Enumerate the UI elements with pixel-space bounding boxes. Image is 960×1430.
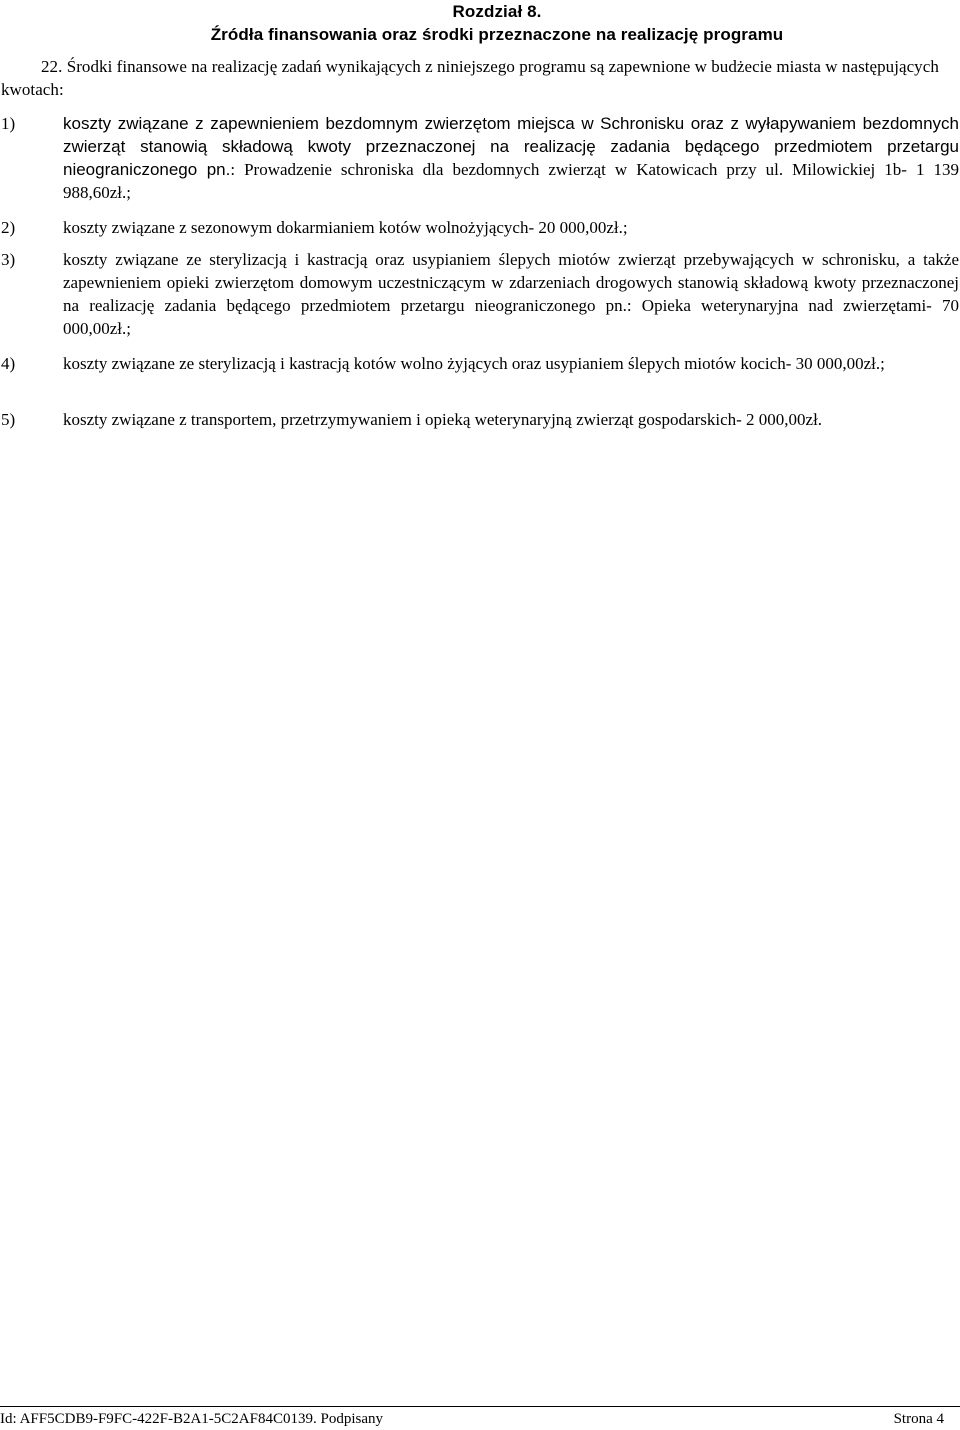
list-item-number: 3) — [1, 250, 16, 269]
chapter-heading — [0, 0, 960, 46]
paragraph-22-text: 22. Środki finansowe na realizację zadań wynikających z niniejszego programu są zapewnione w budżecie miasta w następujących kwotach: — [1, 57, 939, 99]
page-number: Strona 4 — [893, 1411, 944, 1427]
paragraph-22 — [1, 55, 959, 101]
page-footer — [0, 1406, 960, 1429]
list-item-number: 1) — [1, 114, 16, 133]
list-item-number: 5) — [1, 410, 16, 429]
list-item-text: koszty związane z transportem, przetrzymywaniem i opieką weterynaryjną zwierząt gospodarskich- 2 000,00zł. — [63, 410, 823, 429]
document-id: Id: AFF5CDB9-F9FC-422F-B2A1-5C2AF84C0139. Podpisany — [0, 1411, 383, 1427]
list-item — [1, 216, 959, 239]
list-item — [1, 112, 959, 204]
list-item-text — [63, 112, 959, 204]
list-item — [1, 352, 959, 375]
list-item-number: 4) — [1, 354, 16, 373]
list-item — [1, 408, 959, 431]
list-item-text-main: koszty związane z zapewnieniem bezdomnym zwierzętom miejsca w Schronisku oraz z wyłapywaniem bezdomnych zwierząt stanowią składową kwoty przeznaczonej na realizację zadania będącego przedmiotem przetargu nieograniczonego pn. — [63, 114, 959, 179]
list-item-text: koszty związane z sezonowym dokarmianiem kotów wolnożyjących- 20 000,00zł.; — [63, 218, 628, 237]
list-item — [1, 248, 959, 340]
list-item-number: 2) — [1, 218, 16, 237]
list-item-text-tail: : Prowadzenie schroniska dla bezdomnych zwierząt w Katowicach przy ul. Milowickiej 1b- 1 139 988,60zł.; — [63, 160, 959, 202]
list-item-text: koszty związane ze sterylizacją i kastracją kotów wolno żyjących oraz usypianiem ślepych miotów kocich- 30 000,00zł.; — [63, 354, 885, 373]
chapter-title: Źródła finansowania oraz środki przeznaczone na realizację programu — [210, 25, 784, 44]
list-item-text: koszty związane ze sterylizacją i kastracją oraz usypianiem ślepych miotów zwierząt przebywających w schronisku, a także zapewnieniem opieki zwierzętom domowym uczestniczącym w zdarzeniach drogowych stanowią składową kwoty przeznaczonej na realizację zadania będącego przedmiotem przetargu nieograniczonego pn.: Opieka weterynaryjna nad zwierzętami- 70 000,00zł.; — [63, 250, 959, 338]
chapter-number: Rozdział 8. — [452, 2, 542, 21]
